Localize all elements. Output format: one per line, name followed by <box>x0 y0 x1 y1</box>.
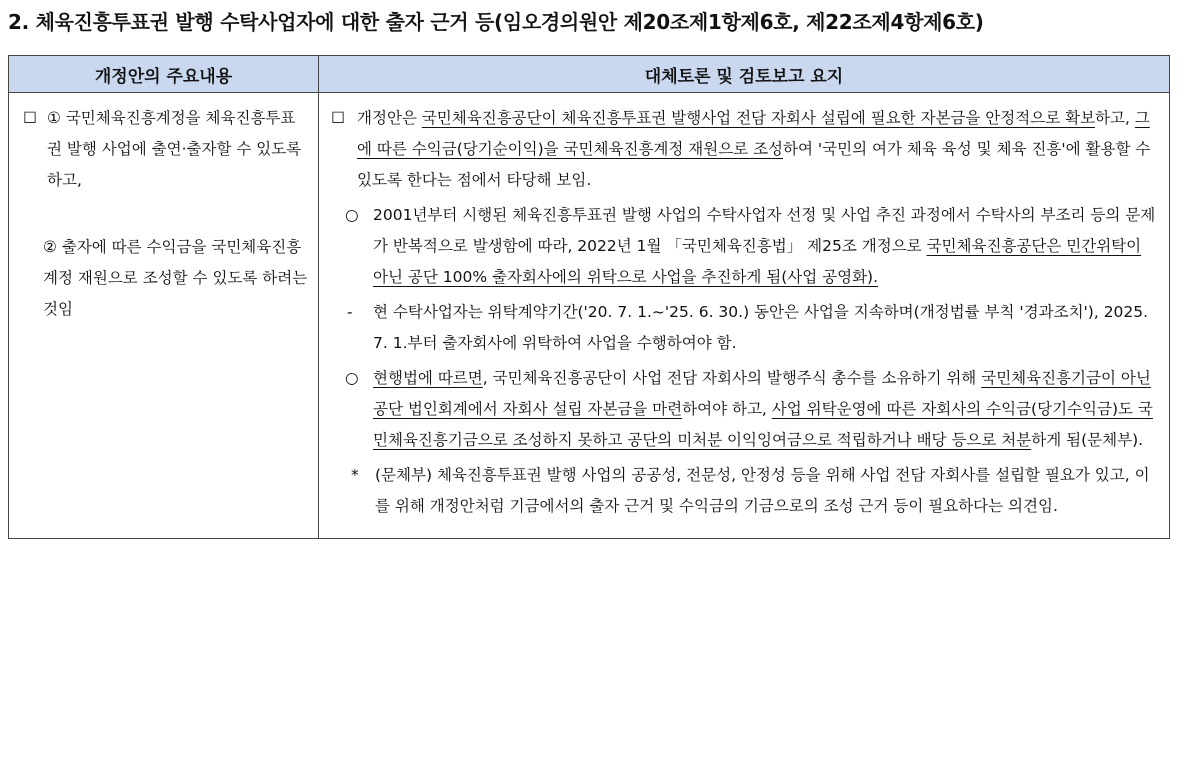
underlined-text: 국민체육진흥기금이 아닌 공단 법인회계에서 자회사 설립 자본금을 마련 <box>373 369 1151 418</box>
amendment-item-1-text: ① 국민체육진흥계정을 체육진흥투표권 발행 사업에 출연·출자할 수 있도록 하고, <box>47 109 302 189</box>
review-paragraph-1: ☐ 개정안은 국민체육진흥공단이 체육진흥투표권 발행사업 전담 자회사 설립에 필요한 자본금을 안정적으로 확보하고, 그에 따른 수익금(당기순이익)을 국민체육진흥계정 재원으로 조성하여 '국민의 여가 체육 육성 및 체육 진흥'에 활용할 수 있도록 한다는 점에서 타당해 보임. <box>331 103 1161 196</box>
header-review-summary: 대체토론 및 검토보고 요지 <box>319 56 1170 93</box>
underlined-text: 사업 위탁운영에 따른 자회사의 수익금(당기수익금)도 국민체육진흥기금으로 조성하지 못하고 공단의 미처분 이익잉여금으로 적립하거나 배당 등으로 처분 <box>373 400 1153 449</box>
section-title: 2. 체육진흥투표권 발행 수탁사업자에 대한 출자 근거 등(임오경의원안 제20조제1항제6호, 제22조제4항제6호) <box>8 10 984 34</box>
underlined-text: 현행법에 따르면 <box>373 369 483 387</box>
comparison-table <box>8 55 1170 539</box>
underlined-text: 그에 따른 수익금(당기순이익)을 국민체육진흥계정 재원으로 조성 <box>357 109 1150 158</box>
table-header-row <box>9 56 1170 93</box>
review-paragraph-4: ○ 현행법에 따르면, 국민체육진흥공단이 사업 전담 자회사의 발행주식 총수를 소유하기 위해 국민체육진흥기금이 아닌 공단 법인회계에서 자회사 설립 자본금을 마련하여야 하고, 사업 위탁운영에 따른 자회사의 수익금(당기수익금)도 국민체육진흥기금으로 조성하지 못하고 공단의 미처분 이익잉여금으로 적립하거나 배당 등으로 처분하게 됨(문체부). <box>331 363 1161 456</box>
review-cell <box>319 93 1170 539</box>
review-paragraph-5: * (문체부) 체육진흥투표권 발행 사업의 공공성, 전문성, 안정성 등을 위해 사업 전담 자회사를 설립할 필요가 있고, 이를 위해 개정안처럼 기금에서의 출자 근거 및 수익금의 기금으로의 조성 근거 등이 필요하다는 의견임. <box>331 460 1161 522</box>
header-amendment-content: 개정안의 주요내용 <box>9 56 319 93</box>
asterisk-icon: * <box>351 466 359 484</box>
table-body-row <box>9 93 1170 539</box>
review-paragraph-2: ○ 2001년부터 시행된 체육진흥투표권 발행 사업의 수탁사업자 선정 및 사업 추진 과정에서 수탁사의 부조리 등의 문제가 반복적으로 발생함에 따라, 2022년 1월 「국민체육진흥법」 제25조 개정으로 국민체육진흥공단은 민간위탁이 아닌 공단 100% 출자회사에의 위탁으로 사업을 추진하게 됨(사업 공영화). <box>331 200 1161 293</box>
amendment-cell <box>9 93 319 539</box>
dash-bullet-icon: - <box>347 303 353 321</box>
review-paragraph-3: - 현 수탁사업자는 위탁계약기간('20. 7. 1.~'25. 6. 30.) 동안은 사업을 지속하며(개정법률 부칙 '경과조치'), 2025. 7. 1.부터 출자회사에 위탁하여 사업을 수행하여야 함. <box>331 297 1161 359</box>
amendment-item-2: ② 출자에 따른 수익금을 국민체육진흥계정 재원으로 조성할 수 있도록 하려는 것임 <box>43 238 308 318</box>
checkbox-icon: ☐ <box>23 109 37 127</box>
circle-bullet-icon: ○ <box>345 206 359 224</box>
underlined-text: 국민체육진흥공단은 민간위탁이 아닌 공단 100% 출자회사에의 위탁으로 사업을 추진하게 됨(사업 공영화). <box>373 237 1142 286</box>
underlined-text: 국민체육진흥공단이 체육진흥투표권 발행사업 전담 자회사 설립에 필요한 자본금을 안정적으로 확보 <box>421 109 1096 127</box>
checkbox-icon: ☐ <box>331 109 345 127</box>
circle-bullet-icon: ○ <box>345 369 359 387</box>
amendment-item-1 <box>23 103 310 196</box>
